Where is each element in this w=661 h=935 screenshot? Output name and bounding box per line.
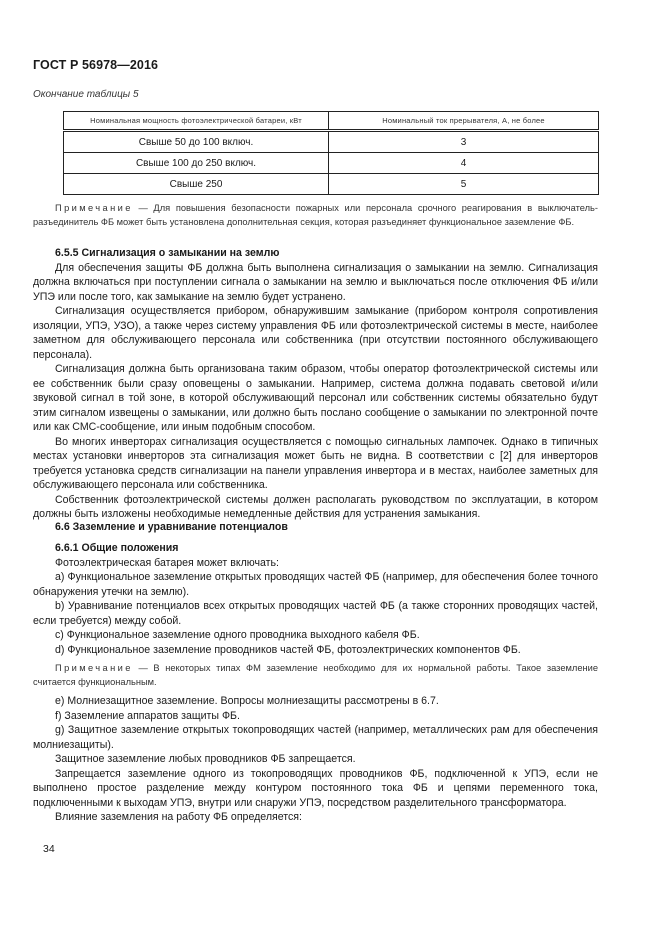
- table-cell: Свыше 250: [64, 174, 329, 195]
- note-text: — Для повышения безопасности пожарных или персонала срочного реагирования в выключатель-разъединитель ФБ может быть установлена дополнительная секция, которая разъединяет функциональное заземление ФБ.: [33, 203, 598, 227]
- note-block-1: [33, 202, 598, 229]
- list-item: f) Заземление аппаратов защиты ФБ.: [55, 709, 240, 722]
- paragraph: Во многих инверторах сигнализация осуществляется с помощью сигнальных лампочек. Однако в типичных местах установки инверторов эта сигнализация может быть не видна. В соответствии с [2] для инверторов требуется установка средств сигнализации на панели управления инвертора и в местах, наиболее заметных для обслуживающего персонала или собственника.: [33, 435, 598, 491]
- table-row: [64, 153, 599, 174]
- note-text: — В некоторых типах ФМ заземление необходимо для их нормальной работы. Такое заземление считается функциональным.: [33, 663, 598, 687]
- table-cell: 4: [329, 153, 599, 174]
- section-heading: 6.6 Заземление и уравнивание потенциалов: [55, 521, 288, 533]
- note-paragraph: [33, 202, 598, 229]
- list-item: d) Функциональное заземление проводников частей ФБ, фотоэлектрических компонентов ФБ.: [55, 643, 521, 656]
- section-heading: 6.6.1 Общие положения: [55, 542, 179, 554]
- paragraph: Для обеспечения защиты ФБ должна быть выполнена сигнализация о замыкании на землю. Сигнализация должна включаться при поступлении сигнала о замыкании на землю и выключаться после отключения ФБ и/или УПЭ или после того, как замыкание на землю будет устранено.: [33, 261, 598, 303]
- table-cell: Свыше 50 до 100 включ.: [64, 131, 329, 153]
- list-item: b) Уравнивание потенциалов всех открытых проводящих частей ФБ (а также сторонних проводящих частей, если требуется) между собой.: [33, 600, 598, 627]
- table-cell: 3: [329, 131, 599, 153]
- column-header-power: Номинальная мощность фотоэлектрической батареи, кВт: [64, 112, 329, 131]
- paragraph: Фотоэлектрическая батарея может включать:: [55, 556, 279, 569]
- paragraph: Защитное заземление любых проводников ФБ запрещается.: [55, 753, 356, 765]
- column-header-current: Номинальный ток прерывателя, А, не более: [329, 112, 599, 131]
- note-label: Примечание: [55, 663, 133, 673]
- table-cell: Свыше 100 до 250 включ.: [64, 153, 329, 174]
- section-heading: 6.5.5 Сигнализация о замыкании на землю: [55, 247, 280, 259]
- table-caption: Окончание таблицы 5: [33, 89, 139, 100]
- table-row: [64, 174, 599, 195]
- page-number: 34: [43, 843, 55, 855]
- paragraph: Собственник фотоэлектрической системы должен располагать руководством по эксплуатации, в котором должны быть изложены необходимые немедленные действия для устранения замыкания.: [33, 493, 598, 520]
- note-paragraph: [33, 662, 598, 689]
- document-header: ГОСТ Р 56978—2016: [33, 58, 159, 72]
- paragraph: Запрещается заземление одного из токопроводящих проводников ФБ, подключенной к УПЭ, если не выполнено простое разделение между контуром постоянного тока ФБ и цепями переменного тока, подключенными к выходам УПЭ, внутри или снаружи УПЭ, посредством разделительного трансформатора.: [33, 767, 598, 809]
- note-label: Примечание: [55, 203, 133, 213]
- section-6-5-5: [33, 246, 598, 522]
- paragraph: Сигнализация должна быть организована таким образом, чтобы оператор фотоэлектрической системы или ее собственник были сразу оповещены о замыкании. Например, система должна подавать световой и/или звуковой сигнал в той зоне, в которой обслуживающий персонал или собственник системы обязательно будут этим сигналом извещены о замыкании, или должно быть послано сообщение о замыкании по электронной почте или как СМС-сообщение, или иным подобным способом.: [33, 363, 598, 433]
- table-5: [63, 111, 599, 195]
- list-item: c) Функциональное заземление одного проводника выходного кабеля ФБ.: [55, 629, 420, 641]
- paragraph: Влияние заземления на работу ФБ определяется:: [55, 811, 302, 823]
- table-row: [64, 131, 599, 153]
- section-6-6: [33, 520, 598, 535]
- paragraph: Сигнализация осуществляется прибором, обнаружившим замыкание (прибором контроля сопротивления изоляции, УПЭ, УЗО), а также через систему управления ФБ или фотоэлектрической системы в месте, наиболее заметном для обслуживающего персонала или собственника (при отсутствии постоянного обслуживающего персонала).: [33, 305, 598, 361]
- table-cell: 5: [329, 174, 599, 195]
- table-header-row: [64, 112, 599, 131]
- list-item: e) Молниезащитное заземление. Вопросы молниезащиты рассмотрены в 6.7.: [55, 695, 439, 707]
- list-item: g) Защитное заземление открытых токопроводящих частей (например, металлических рам для обеспечения молниезащиты).: [33, 724, 598, 751]
- list-item: a) Функциональное заземление открытых проводящих частей ФБ (например, для обеспечения более точного обнаружения утечки на землю).: [33, 571, 598, 598]
- section-6-6-1: [33, 541, 598, 825]
